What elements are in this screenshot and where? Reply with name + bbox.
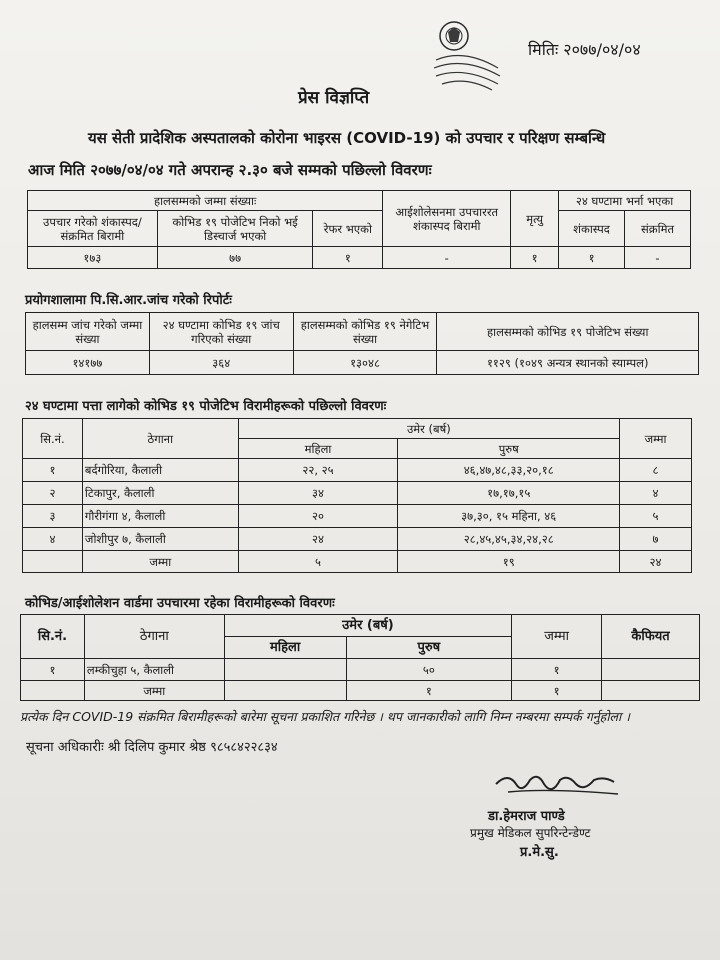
header-age: उमेर (बर्ष) xyxy=(224,615,512,637)
cell-sum-label: जम्मा xyxy=(82,551,238,573)
value-isolation: - xyxy=(383,247,511,269)
header-address: ठेगाना xyxy=(84,615,224,659)
cell-sum-male: १९ xyxy=(398,551,620,573)
cell-address: टिकापुर, कैलाली xyxy=(82,482,238,505)
header-male: पुरुष xyxy=(346,637,512,659)
value-infected: - xyxy=(625,247,691,269)
cell-sn: १ xyxy=(21,659,85,681)
value-tested-24h: ३६४ xyxy=(149,351,293,375)
header-discharged: कोभिड १९ पोजेटिभ निको भई डिस्चार्ज भएको xyxy=(157,211,313,247)
table-row xyxy=(23,482,692,505)
header-female: महिला xyxy=(224,637,346,659)
value-death: १ xyxy=(511,247,559,269)
cell-total: ४ xyxy=(620,482,692,505)
header-total-tested: हालसम्म जांच गरेको जम्मा संख्या xyxy=(26,313,150,351)
header-negative: हालसम्मको कोभिड १९ नेगेटिभ संख्या xyxy=(293,313,437,351)
header-total: जम्मा xyxy=(512,615,602,659)
intro-line-1: यस सेती प्रादेशिक अस्पतालको कोरोना भाइरस (COVID-19) को उपचार र परिक्षण सम्बन्धि xyxy=(88,129,606,147)
isolation-ward-table xyxy=(20,614,700,701)
cell-blank xyxy=(21,681,85,701)
intro-line-2: आज मिति २०७७/०४/०४ गते अपरान्ह २.३० बजे सम्मको पछिल्लो विवरणः xyxy=(28,161,432,179)
cell-sum-female: ५ xyxy=(238,551,398,573)
cell-total: ७ xyxy=(620,528,692,551)
signer-designation: प्रमुख मेडिकल सुपरिन्टेन्डेण्ट xyxy=(470,826,591,840)
cell-remarks xyxy=(602,659,700,681)
header-24h-group: २४ घण्टामा भर्ना भएका xyxy=(559,191,691,211)
summary-table xyxy=(27,190,691,269)
value-suspected: १ xyxy=(559,247,625,269)
header-referred: रेफर भएको xyxy=(313,211,383,247)
cell-male: २८,४५,४५,३४,२४,२८ xyxy=(398,528,620,551)
header-male: पुरुष xyxy=(398,439,620,459)
cell-address: गौरीगंगा ४, कैलाली xyxy=(82,505,238,528)
cell-address: लम्कीचुहा ५, कैलाली xyxy=(84,659,224,681)
cell-sum-male: १ xyxy=(346,681,512,701)
cell-total: ५ xyxy=(620,505,692,528)
table-row xyxy=(26,351,699,375)
cell-sum-female xyxy=(224,681,346,701)
isolation-section-title: कोभिड/आईशोलेशन वार्डमा उपचारमा रहेका विरामीहरूको विवरणः xyxy=(25,596,335,611)
cell-address: जोशीपुर ७, कैलाली xyxy=(82,528,238,551)
cell-sum-total: २४ xyxy=(620,551,692,573)
header-sn: सि.नं. xyxy=(23,419,83,459)
value-positive: ११२९ (१०४९ अन्यत्र स्थानको स्याम्पल) xyxy=(437,351,699,375)
cell-sn: ३ xyxy=(23,505,83,528)
value-discharged: ७७ xyxy=(157,247,313,269)
header-infected: संक्रमित xyxy=(625,211,691,247)
cell-female: २४ xyxy=(238,528,398,551)
cell-total: १ xyxy=(512,659,602,681)
cell-blank xyxy=(23,551,83,573)
positive-section-title: २४ घण्टामा पत्ता लागेको कोभिड १९ पोजेटिभ विरामीहरूको पछिल्लो विवरणः xyxy=(25,399,387,414)
value-negative: १३०४८ xyxy=(293,351,437,375)
cell-sum-remarks xyxy=(602,681,700,701)
cell-male: १७,१७,१५ xyxy=(398,482,620,505)
value-referred: १ xyxy=(313,247,383,269)
cell-address: बर्दगोरिया, कैलाली xyxy=(82,459,238,482)
header-suspected: शंकास्पद xyxy=(559,211,625,247)
cell-female: २० xyxy=(238,505,398,528)
cell-sn: १ xyxy=(23,459,83,482)
cell-sum-total: १ xyxy=(512,681,602,701)
table-row xyxy=(21,659,700,681)
header-address: ठेगाना xyxy=(82,419,238,459)
cell-female: ३४ xyxy=(238,482,398,505)
table-sum-row xyxy=(21,681,700,701)
cell-sn: ४ xyxy=(23,528,83,551)
header-treated: उपचार गरेको शंकास्पद/संक्रमित बिरामी xyxy=(28,211,158,247)
document-date: मितिः २०७७/०४/०४ xyxy=(528,40,641,59)
table-sum-row xyxy=(23,551,692,573)
document-title: प्रेस विज्ञप्ति xyxy=(298,88,370,108)
cell-male: ३७,३०, १५ महिना, ४६ xyxy=(398,505,620,528)
header-death: मृत्यु xyxy=(511,191,559,247)
header-age: उमेर (बर्ष) xyxy=(238,419,619,439)
signer-abbreviation: प्र.मे.सु. xyxy=(520,845,559,860)
cell-female xyxy=(224,659,346,681)
cell-sn: २ xyxy=(23,482,83,505)
cell-male: ५० xyxy=(346,659,512,681)
table-row xyxy=(23,459,692,482)
header-remarks: कैफियत xyxy=(602,615,700,659)
header-total-group: हालसम्मको जम्मा संख्याः xyxy=(28,191,383,211)
cell-sum-label: जम्मा xyxy=(84,681,224,701)
header-isolation: आईशोलेसनमा उपचाररत शंकास्पद बिरामी xyxy=(383,191,511,247)
value-treated: १७३ xyxy=(28,247,158,269)
value-total-tested: १४१७७ xyxy=(26,351,150,375)
header-female: महिला xyxy=(238,439,398,459)
header-sn: सि.नं. xyxy=(21,615,85,659)
information-officer: सूचना अधिकारीः श्री दिलिप कुमार श्रेष्ठ ९८५८४२२८३४ xyxy=(26,740,278,755)
positive-cases-table xyxy=(22,418,692,573)
pcr-section-title: प्रयोगशालामा पि.सि.आर.जांच गरेको रिपोर्टः xyxy=(25,293,232,308)
cell-female: २२, २५ xyxy=(238,459,398,482)
pcr-table xyxy=(25,312,699,375)
table-row xyxy=(23,528,692,551)
cell-male: ४६,४७,४८,३३,२०,१८ xyxy=(398,459,620,482)
table-row xyxy=(23,505,692,528)
daily-notice: प्रत्येक दिन COVID-19 संक्रमित बिरामीहरूको बारेमा सूचना प्रकाशित गरिनेछ । थप जानकारीको लागि निम्न नम्बरमा सम्पर्क गर्नुहोला । xyxy=(20,709,630,724)
header-positive: हालसम्मको कोभिड १९ पोजेटिभ संख्या xyxy=(437,313,699,351)
hospital-seal-stamp xyxy=(418,18,510,94)
cell-total: ८ xyxy=(620,459,692,482)
header-tested-24h: २४ घण्टामा कोभिड १९ जांच गरिएको संख्या xyxy=(149,313,293,351)
table-row xyxy=(28,247,691,269)
header-total: जम्मा xyxy=(620,419,692,459)
signer-name: डा.हेमराज पाण्डे xyxy=(488,809,565,824)
